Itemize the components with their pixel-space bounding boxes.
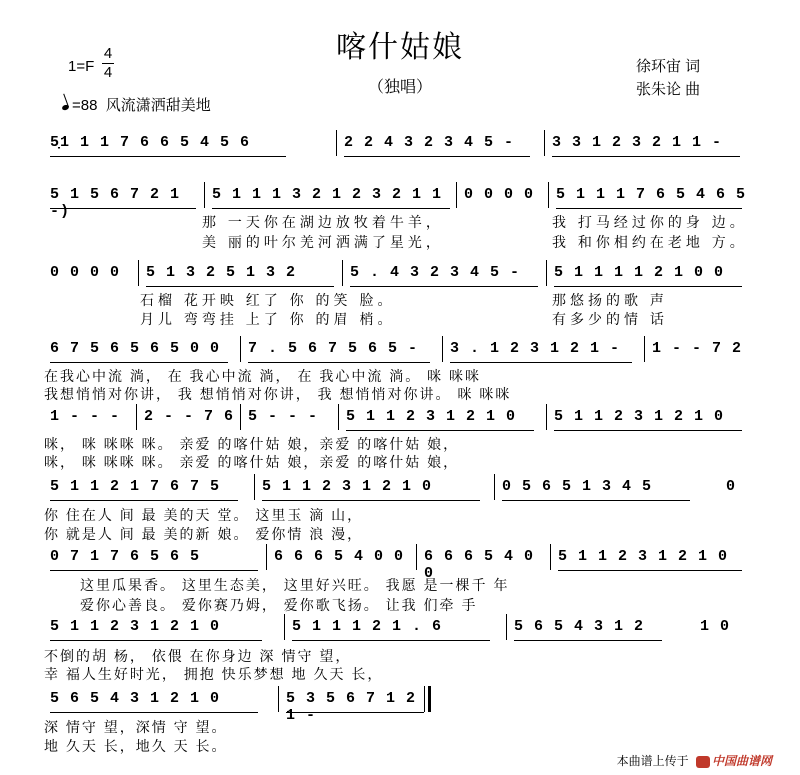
notation: 5 1 1 2 1 7 6 7 5 (50, 478, 221, 495)
upload-credit-text: 本曲谱上传于 (616, 754, 689, 768)
lyric-line: 你 就是人 间 最 美的新 娘。 爱你情 浪 漫， (44, 526, 364, 542)
notation: 5 1 1 2 3 1 2 1 0 (558, 548, 729, 565)
key-signature: 1=F (68, 58, 95, 75)
lyricist-credit: 徐环宙 词 (636, 58, 701, 75)
notation: 6 6 6 5 4 0 0 (274, 548, 405, 565)
lyric-line: 那悠扬的歌 声 (552, 292, 668, 308)
lyric-line: 石榴 花开映 红了 你 的笑 脸。 (140, 292, 396, 308)
notation: 0 0 0 0 (50, 264, 121, 281)
lyric-line: 咪， 咪 咪咪 咪。 亲爱 的喀什姑 娘，亲爱 的喀什姑 娘， (44, 454, 460, 470)
notation: 1 - - - (50, 408, 121, 425)
lyric-line: 你 住在人 间 最 美的天 堂。 这里玉 滴 山， (44, 507, 364, 523)
time-signature (102, 46, 114, 81)
notation: 5 - - - (248, 408, 319, 425)
notation: 5 1 5 6 7 2 1 -) (50, 186, 181, 220)
measure-group (548, 402, 748, 442)
measure-group (44, 180, 202, 220)
song-title: 喀什姑娘 (336, 31, 464, 64)
lyric-line: 地 久天 长，地久 天 长。 (44, 738, 228, 754)
lyric-line: 爱你心善良。 爱你赛乃姆， 爱你歌飞扬。 让我 们牵 手 (80, 597, 478, 613)
notation: 5 3 5 6 7 1 2 1 - (286, 690, 417, 724)
quarter-note-icon (61, 104, 69, 111)
time-signature-top: 4 (103, 45, 113, 62)
site-logo-icon (696, 756, 710, 768)
lyric-line: 这里瓜果香。 这里生态美， 这里好兴旺。 我愿 是一棵千 年 (80, 577, 510, 593)
measure-group (508, 612, 668, 652)
measure-group (694, 612, 748, 652)
notation: 5 6 5 4 3 1 2 (514, 618, 645, 635)
lyric-line: 咪， 咪 咪咪 咪。 亲爱 的喀什姑 娘，亲爱 的喀什姑 娘， (44, 436, 460, 452)
lyric-line: 深 情守 望，深情 守 望。 (44, 719, 228, 735)
notation: 0 (726, 478, 737, 495)
tempo-value: =88 (72, 97, 98, 114)
notation: 5 1 1 2 3 1 2 1 0 (50, 618, 221, 635)
site-name[interactable]: 中国曲谱网 (711, 754, 772, 768)
notation: 5 6 5 4 3 1 2 1 0 (50, 690, 221, 707)
lyric-line: 幸 福人生好时光， 拥抱 快乐梦想 地 久天 长， (44, 666, 384, 682)
notation: 5 1 1 2 3 1 2 1 0 (262, 478, 433, 495)
notation: 6 6 6 5 4 0 0 (424, 548, 535, 582)
notation: 5 1 1 2 3 1 2 1 0 (554, 408, 725, 425)
notation: 1 - - 7 2 (652, 340, 743, 357)
measure-group (458, 180, 548, 220)
measure-group (338, 128, 536, 168)
notation: 7 . 5 6 7 5 6 5 - (248, 340, 419, 357)
upload-credit (617, 752, 772, 769)
lyric-line: 我 打马经过你的身 边。 (552, 214, 748, 230)
composer-credit: 张朱论 曲 (636, 81, 701, 98)
measure-group (546, 128, 746, 168)
notation: 5 1 1 1 3 2 1 2 3 2 1 1 (212, 186, 443, 203)
measure-group (646, 334, 748, 374)
measure-group (280, 684, 430, 724)
notation: 5 1 1 1 7 6 5 4 6 5 (556, 186, 747, 203)
notation: 1 0 (700, 618, 731, 635)
notation: 2 2 4 3 2 3 4 5 - (344, 134, 515, 151)
notation: 0 0 0 0 (464, 186, 535, 203)
notation: 0 7 1 7 6 5 6 5 (50, 548, 201, 565)
lyric-line: 不倒的胡 杨， 依偎 在你身边 深 情守 望， (44, 648, 352, 664)
lyric-line: 美 丽的叶尔羌河洒满了星光， (202, 234, 444, 250)
lyric-line: 我 和你相约在老地 方。 (552, 234, 748, 250)
lyric-line: 有多少的情 话 (552, 311, 668, 327)
notation: 3 3 1 2 3 2 1 1 - (552, 134, 723, 151)
measure-group (496, 472, 696, 512)
song-subtitle: （独唱） (367, 79, 432, 96)
notation: 6 7 5 6 5 6 5 0 0 (50, 340, 221, 357)
lyric-line: 那 一天你在湖边放牧着牛羊， (202, 214, 444, 230)
notation: 5̣1 1 1 7 6 6 5 4 5 6 (50, 134, 251, 151)
lyric-line: 在我心中流 淌， 在 我心中流 淌， 在 我心中流 淌。 咪 咪咪 (44, 368, 482, 384)
time-signature-bottom: 4 (103, 64, 113, 81)
measure-group (552, 542, 748, 582)
notation: 5 1 1 1 1 2 1 0 0 (554, 264, 725, 281)
notation: 5 1 3 2 5 1 3 2 (146, 264, 297, 281)
notation: 0 5 6 5 1 3 4 5 (502, 478, 653, 495)
expression-marking: 风流潇洒甜美地 (105, 97, 211, 114)
measure-group (44, 258, 136, 298)
notation: 5 . 4 3 2 3 4 5 - (350, 264, 521, 281)
measure-group (44, 128, 292, 168)
measure-group (720, 472, 748, 512)
notation: 5 1 1 1 2 1 . 6 (292, 618, 443, 635)
tempo-marking (62, 94, 211, 115)
lyric-line: 我想悄悄对你讲， 我 想悄悄对你讲， 我 想悄悄对你讲。 咪 咪咪 (44, 386, 512, 402)
notation: 3 . 1 2 3 1 2 1 - (450, 340, 621, 357)
lyric-line: 月儿 弯弯挂 上了 你 的眉 梢。 (140, 311, 396, 327)
notation: 2 - - 7 6 (144, 408, 235, 425)
notation: 5 1 1 2 3 1 2 1 0 (346, 408, 517, 425)
score-system-1 (44, 128, 748, 168)
